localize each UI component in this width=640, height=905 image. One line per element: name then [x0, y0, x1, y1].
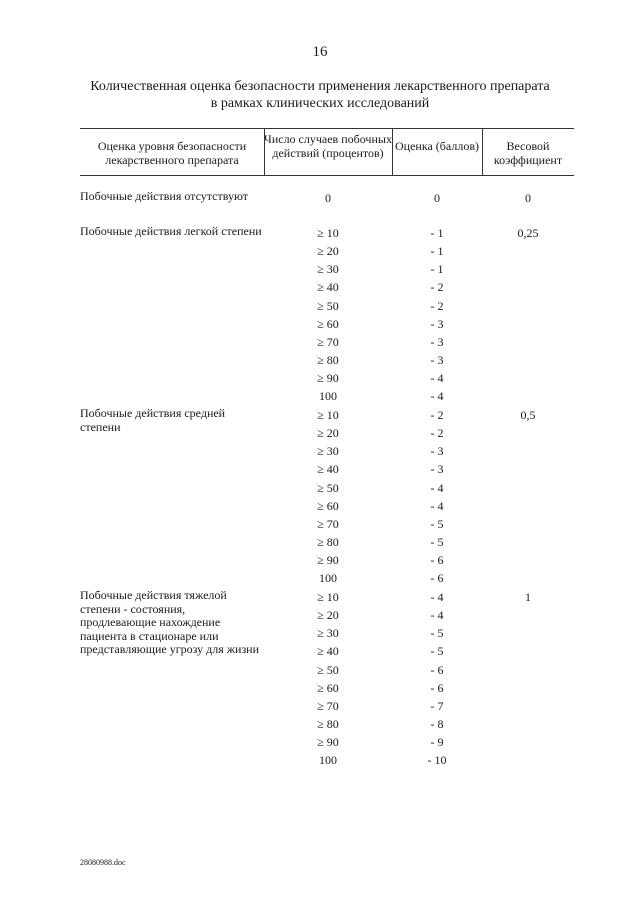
case-percent: 100 [319, 389, 337, 404]
score-value: 0 [434, 191, 440, 205]
case-percent: ≥ 70 [317, 516, 339, 531]
score-value: - 1 [430, 226, 444, 240]
score-value: - 6 [430, 571, 444, 586]
case-percent: ≥ 20 [317, 244, 339, 259]
table-row [264, 699, 574, 717]
case-percent: ≥ 60 [317, 316, 339, 331]
case-percent: ≥ 80 [317, 353, 339, 368]
file-footer: 28080988.doc [80, 858, 126, 867]
page-number: 16 [312, 44, 328, 60]
category-label: Побочные действия средней степени [80, 406, 226, 434]
case-percent: ≥ 30 [317, 626, 339, 641]
score-value: - 3 [430, 334, 444, 349]
case-percent: ≥ 30 [317, 444, 339, 459]
category-label: Побочные действия отсутствуют [80, 189, 249, 203]
case-percent: ≥ 60 [317, 680, 339, 695]
table-row [264, 608, 574, 626]
case-percent: ≥ 90 [317, 553, 339, 568]
table-row [264, 681, 574, 699]
table-row [264, 517, 574, 535]
case-percent: ≥ 60 [317, 498, 339, 513]
table-row [264, 244, 574, 262]
score-value: - 6 [430, 680, 444, 695]
case-percent: ≥ 30 [317, 262, 339, 277]
score-value: - 8 [430, 717, 444, 732]
table-row [264, 408, 574, 426]
header-safety-level: Оценка уровня безопасности лекарственного препарата [97, 139, 247, 167]
score-value: - 10 [427, 753, 447, 768]
table-row [264, 753, 574, 771]
case-percent: ≥ 40 [317, 644, 339, 659]
table-row [264, 371, 574, 389]
table-row [264, 335, 574, 353]
score-value: - 1 [430, 244, 444, 259]
weight-value: 0 [525, 191, 531, 205]
score-value: - 4 [430, 480, 444, 495]
table-row [264, 535, 574, 553]
score-value: - 2 [430, 298, 444, 313]
score-value: - 5 [430, 626, 444, 641]
table-row [264, 426, 574, 444]
score-value: - 3 [430, 444, 444, 459]
score-value: - 2 [430, 408, 444, 422]
table-row [264, 499, 574, 517]
table-header-rule [80, 175, 574, 176]
case-percent: ≥ 80 [317, 717, 339, 732]
case-percent: ≥ 50 [317, 662, 339, 677]
table-top-rule [80, 128, 574, 129]
score-value: - 7 [430, 698, 444, 713]
score-value: - 4 [430, 590, 444, 604]
score-value: - 1 [430, 262, 444, 277]
score-value: - 5 [430, 535, 444, 550]
case-percent: ≥ 70 [317, 334, 339, 349]
score-value: - 2 [430, 280, 444, 295]
score-value: - 5 [430, 516, 444, 531]
case-percent: 0 [325, 191, 331, 205]
table-row [264, 571, 574, 589]
score-value: - 2 [430, 426, 444, 441]
case-percent: ≥ 50 [317, 480, 339, 495]
category-label: Побочные действия легкой степени [80, 224, 262, 238]
case-percent: ≥ 40 [317, 280, 339, 295]
table-row [264, 226, 574, 244]
table-row [264, 389, 574, 407]
case-percent: ≥ 10 [317, 590, 339, 604]
case-percent: ≥ 90 [317, 735, 339, 750]
score-value: - 3 [430, 316, 444, 331]
weight-value: 0,25 [517, 226, 539, 240]
score-value: - 4 [430, 498, 444, 513]
table-row [264, 191, 574, 209]
score-value: - 3 [430, 353, 444, 368]
table-row [264, 444, 574, 462]
category-label: Побочные действия тяжелой степени - состояния, продлевающие нахождение пациента в стационаре или представляющие угрозу для жизни [80, 588, 260, 656]
table-row [264, 663, 574, 681]
score-value: - 4 [430, 389, 444, 404]
table-row [264, 553, 574, 571]
table-row [264, 717, 574, 735]
case-percent: 100 [319, 753, 337, 768]
case-percent: ≥ 80 [317, 535, 339, 550]
score-value: - 5 [430, 644, 444, 659]
score-value: - 3 [430, 462, 444, 477]
score-value: - 4 [430, 608, 444, 623]
table-row [264, 299, 574, 317]
case-percent: ≥ 70 [317, 698, 339, 713]
table-row [264, 317, 574, 335]
table-row [264, 735, 574, 753]
case-percent: ≥ 50 [317, 298, 339, 313]
document-title: Количественная оценка безопасности применения лекарственного препарата в рамках клинических исследований [90, 79, 550, 111]
table-row [264, 590, 574, 608]
case-percent: ≥ 20 [317, 426, 339, 441]
header-weight: Весовой коэффициент [493, 139, 563, 167]
table-row [264, 280, 574, 298]
score-value: - 6 [430, 662, 444, 677]
score-value: - 9 [430, 735, 444, 750]
table-row [264, 462, 574, 480]
weight-value: 1 [525, 590, 531, 604]
case-percent: ≥ 10 [317, 408, 339, 422]
score-value: - 4 [430, 371, 444, 386]
case-percent: 100 [319, 571, 337, 586]
score-value: - 6 [430, 553, 444, 568]
table-row [264, 262, 574, 280]
weight-value: 0,5 [520, 408, 536, 422]
table-row [264, 626, 574, 644]
table-row [264, 644, 574, 662]
header-case-count: Число случаев побочных действий (процентов) [264, 132, 392, 160]
table-row [264, 353, 574, 371]
table-row [264, 481, 574, 499]
case-percent: ≥ 40 [317, 462, 339, 477]
case-percent: ≥ 20 [317, 608, 339, 623]
case-percent: ≥ 10 [317, 226, 339, 240]
header-score: Оценка (баллов) [395, 139, 479, 153]
case-percent: ≥ 90 [317, 371, 339, 386]
